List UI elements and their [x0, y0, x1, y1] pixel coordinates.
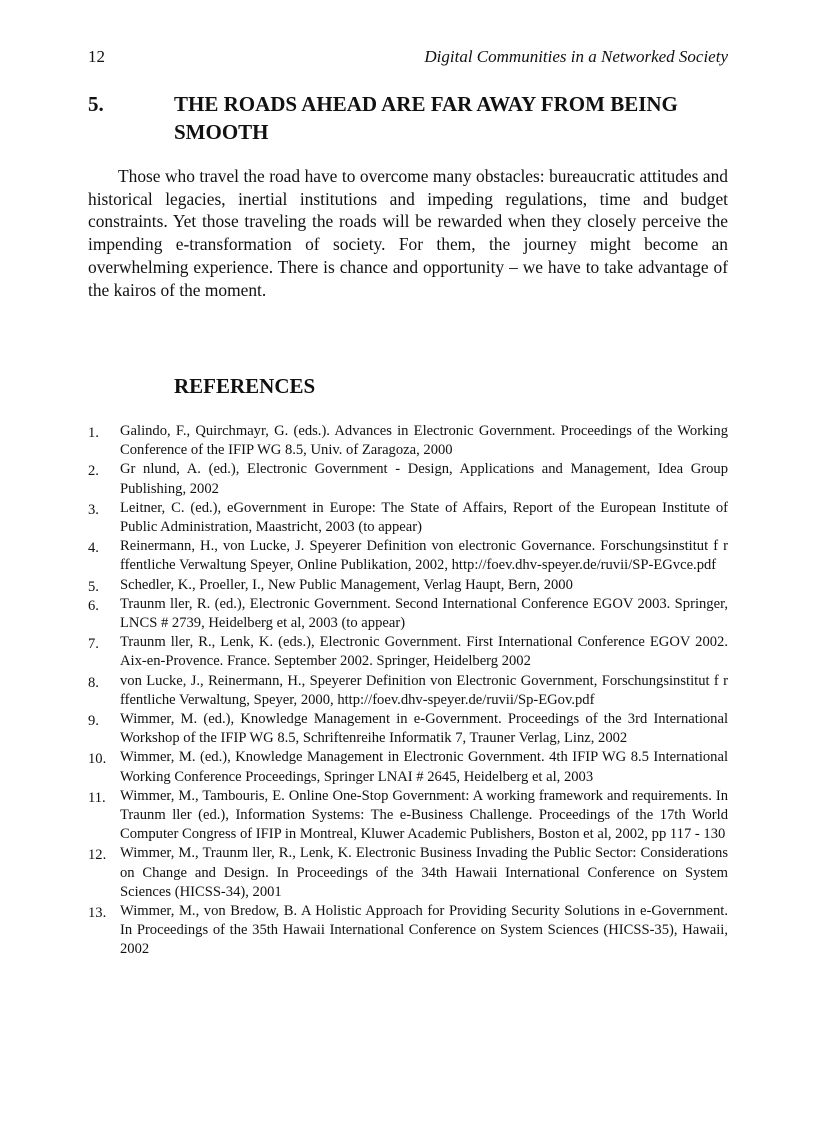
- running-header: [88, 47, 728, 71]
- references-heading: REFERENCES: [174, 374, 316, 398]
- reference-item: [88, 672, 728, 710]
- reference-number: 3.: [88, 501, 99, 518]
- reference-text: Reinermann, H., von Lucke, J. Speyerer Definition von electronic Governance. Forschungsinstitut f r ffentliche Verwaltung Speyer, Online Publikation, 2002, http://foev.dhv-speyer.de/ruvii/SP-EGvce.pdf: [120, 538, 728, 574]
- reference-text: von Lucke, J., Reinermann, H., Speyerer Definition von Electronic Government, Forschungsinstitut f r ffentliche Verwaltung, Speyer, 2000, http://foev.dhv-speyer.de/ruvii/Sp-EGov.pdf: [120, 672, 728, 708]
- reference-item: [88, 710, 728, 748]
- reference-item: [88, 902, 728, 960]
- reference-text: Traunm ller, R., Lenk, K. (eds.), Electronic Government. First International Conference EGOV 2002. Aix-en-Provence. France. September 2002. Springer, Heidelberg 2002: [120, 634, 728, 670]
- reference-item: [88, 633, 728, 671]
- reference-text: Wimmer, M. (ed.), Knowledge Management in e-Government. Proceedings of the 3rd International Workshop of the IFIP WG 8.5, Schriftenreihe Informatik 7, Trauner Verlag, Linz, 2002: [120, 711, 728, 747]
- reference-text: Galindo, F., Quirchmayr, G. (eds.). Advances in Electronic Government. Proceedings of the Working Conference of the IFIP WG 8.5, Univ. of Zaragoza, 2000: [120, 423, 728, 459]
- section-paragraph: Those who travel the road have to overcome many obstacles: bureaucratic attitudes and historical legacies, inertial institutions and impeding regulations, time and budget constraints. Yet those traveling the roads will be rewarded when they closely perceive the impending e-transformation of society. For them, the journey might become an overwhelming experience. There is chance and opportunity – we have to take advantage of the kairos of the moment.: [88, 166, 728, 300]
- reference-number: 2.: [88, 463, 99, 480]
- reference-number: 1.: [88, 425, 99, 441]
- page-number: 12: [88, 47, 105, 66]
- reference-number: 7.: [88, 636, 99, 653]
- reference-item: [88, 576, 728, 595]
- reference-list: [88, 422, 728, 960]
- reference-item: [88, 422, 728, 460]
- reference-text: Wimmer, M., Traunm ller, R., Lenk, K. Electronic Business Invading the Public Sector: Considerations on Change and Design. In Proceedings of the 34th Hawaii International Conference on System Sciences (HICSS-34), 2001: [120, 845, 728, 900]
- reference-text: Wimmer, M. (ed.), Knowledge Management in Electronic Government. 4th IFIP WG 8.5 International Working Conference Proceedings, Springer LNAI # 2645, Heidelberg et al, 2003: [120, 749, 728, 785]
- reference-number: 6.: [88, 597, 99, 614]
- reference-text: Gr nlund, A. (ed.), Electronic Government - Design, Applications and Management, Idea Group Publishing, 2002: [120, 461, 728, 497]
- reference-item: [88, 787, 728, 845]
- reference-text: Schedler, K., Proeller, I., New Public Management, Verlag Haupt, Bern, 2000: [120, 576, 573, 593]
- reference-number: 12.: [88, 847, 107, 864]
- reference-text: Traunm ller, R. (ed.), Electronic Government. Second International Conference EGOV 2003. Springer, LNCS # 2739, Heidelberg et al, 2003 (to appear): [120, 595, 728, 632]
- reference-item: [88, 844, 728, 902]
- reference-item: [88, 537, 728, 575]
- section-number: 5.: [88, 92, 104, 116]
- reference-text: Wimmer, M., Tambouris, E. Online One-Stop Government: A working framework and requirements. In Traunm ller (ed.), Information Systems: The e-Business Challenge. Proceedings of the 17th World Computer Congress of IFIP in Montreal, Kluwer Academic Publishers, Boston et al, 2002, pp 117 - 130: [120, 787, 728, 843]
- reference-number: 4.: [88, 540, 99, 557]
- reference-text: Leitner, C. (ed.), eGovernment in Europe: The State of Affairs, Report of the European Institute of Public Administration, Maastricht, 2003 (to appear): [120, 499, 728, 536]
- reference-number: 8.: [88, 674, 99, 691]
- reference-number: 13.: [88, 905, 107, 922]
- reference-item: [88, 499, 728, 537]
- running-title: Digital Communities in a Networked Society: [424, 47, 728, 66]
- reference-number: 9.: [88, 713, 99, 730]
- section-title: THE ROADS AHEAD ARE FAR AWAY FROM BEING SMOOTH: [174, 92, 678, 144]
- reference-text: Wimmer, M., von Bredow, B. A Holistic Approach for Providing Security Solutions in e-Government. In Proceedings of the 35th Hawaii International Conference on System Sciences (HICSS-35), Hawaii, 2002: [120, 903, 728, 958]
- reference-item: [88, 595, 728, 633]
- reference-number: 10.: [88, 751, 107, 768]
- reference-number: 11.: [88, 789, 106, 806]
- reference-number: 5.: [88, 578, 99, 595]
- reference-item: [88, 460, 728, 498]
- reference-item: [88, 748, 728, 786]
